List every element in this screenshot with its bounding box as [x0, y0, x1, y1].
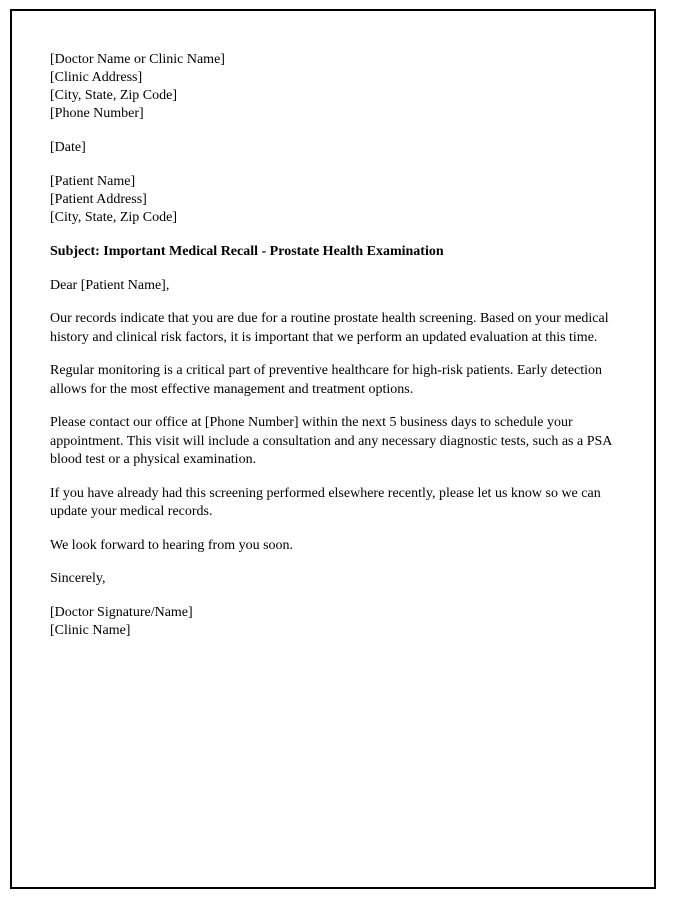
body-paragraph: Regular monitoring is a critical part of preventive healthcare for high-risk patients. Early detection allows for the most effective management and treatment options.	[50, 363, 603, 397]
date-block	[50, 139, 616, 157]
date-line: [Date]	[50, 140, 86, 155]
sender-line: [City, State, Zip Code]	[50, 88, 178, 103]
recipient-line: [Patient Name]	[50, 174, 136, 189]
body-paragraph: We look forward to hearing from you soon.	[50, 537, 294, 553]
body-paragraph: Please contact our office at [Phone Number] within the next 5 business days to schedule your appointment. This visit will include a consultation and any necessary diagnostic tests, such as a PSA blood test or a physical examination.	[50, 415, 612, 467]
letter-page	[10, 9, 656, 889]
body-paragraph: If you have already had this screening performed elsewhere recently, please let us know so we can update your medical records.	[50, 485, 601, 519]
sender-line: [Phone Number]	[50, 106, 144, 121]
sender-line: [Doctor Name or Clinic Name]	[50, 52, 225, 67]
subject-line: Subject: Important Medical Recall - Prostate Health Examination	[50, 244, 444, 259]
recipient-line: [Patient Address]	[50, 192, 147, 207]
salutation: Dear [Patient Name],	[50, 277, 170, 293]
sender-line: [Clinic Address]	[50, 70, 143, 85]
recipient-line: [City, State, Zip Code]	[50, 210, 178, 225]
sender-block	[50, 51, 616, 123]
closing: Sincerely,	[50, 571, 106, 586]
signature-block	[50, 604, 616, 640]
body-paragraph: Our records indicate that you are due for a routine prostate health screening. Based on your medical history and clinical risk factors, it is important that we perform an updated evaluation at this time.	[50, 311, 609, 345]
signature-line: [Clinic Name]	[50, 622, 131, 638]
signature-line: [Doctor Signature/Name]	[50, 604, 193, 620]
recipient-block	[50, 173, 616, 227]
